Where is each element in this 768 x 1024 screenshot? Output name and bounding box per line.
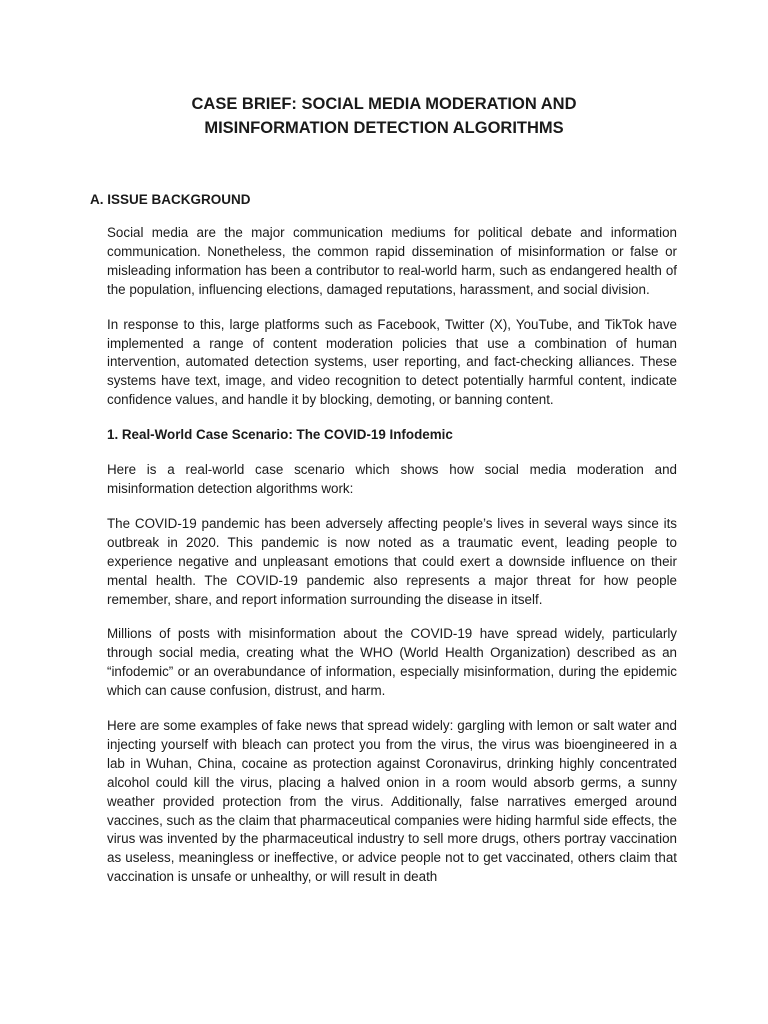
paragraph-covid-pandemic: The COVID-19 pandemic has been adversely affecting people’s lives in several ways since its outbreak in 2020. This pandemic is now noted as a traumatic event, leading people to experience negative and unpleasant emotions that could exert a downside influence on their mental health. The COVID-19 pandemic also represents a major threat for how people remember, share, and report information surrounding the disease in itself. <box>107 515 677 607</box>
paragraph-issue-background-1: Social media are the major communication mediums for political debate and information communication. Nonetheless, the common rapid dissemination of misinformation or false or misleading information has been a contributor to real-world harm, such as endangered health of the population, influencing elections, damaged reputations, harassment, and social division. <box>107 225 677 297</box>
title-line-1: CASE BRIEF: SOCIAL MEDIA MODERATION AND <box>191 95 577 113</box>
paragraph-fake-news-examples: Here are some examples of fake news that spread widely: gargling with lemon or salt water and injecting yourself with bleach can protect you from the virus, the virus was bioengineered in a lab in Wuhan, China, cocaine as protection against Coronavirus, drinking highly concentrated alcohol could kill the virus, placing a halved onion in a room would absorb germs, a sunny weather provided protection from the virus. Additionally, false narratives emerged around vaccines, such as the claim that pharmaceutical companies were hiding harmful side effects, the virus was invented by the pharmaceutical industry to sell more drugs, others portray vaccination as useless, meaningless or ineffective, or advice people not to get vaccinated, others claim that vaccination is unsafe or unhealthy, or will result in death <box>107 718 677 885</box>
section-a-heading: A. ISSUE BACKGROUND <box>90 192 251 207</box>
paragraph-issue-background-2: In response to this, large platforms such as Facebook, Twitter (X), YouTube, and TikTok have implemented a range of content moderation policies that use a combination of human intervention, automated detection systems, user reporting, and fact-checking alliances. These systems have text, image, and video recognition to detect potentially harmful content, indicate confidence values, and handle it by blocking, demoting, or banning content. <box>107 316 677 408</box>
title-line-2: MISINFORMATION DETECTION ALGORITHMS <box>204 119 564 137</box>
paragraph-case-intro: Here is a real-world case scenario which shows how social media moderation and misinformation detection algorithms work: <box>107 462 677 496</box>
paragraph-infodemic: Millions of posts with misinformation about the COVID-19 have spread widely, particularly through social media, creating what the WHO (World Health Organization) described as an “infodemic” or an overabundance of information, especially misinformation, during the epidemic which can cause confusion, distrust, and harm. <box>107 626 677 699</box>
document-title <box>0 92 768 140</box>
subsection-1-heading: 1. Real-World Case Scenario: The COVID-19 Infodemic <box>107 427 453 443</box>
document-body <box>107 224 677 903</box>
